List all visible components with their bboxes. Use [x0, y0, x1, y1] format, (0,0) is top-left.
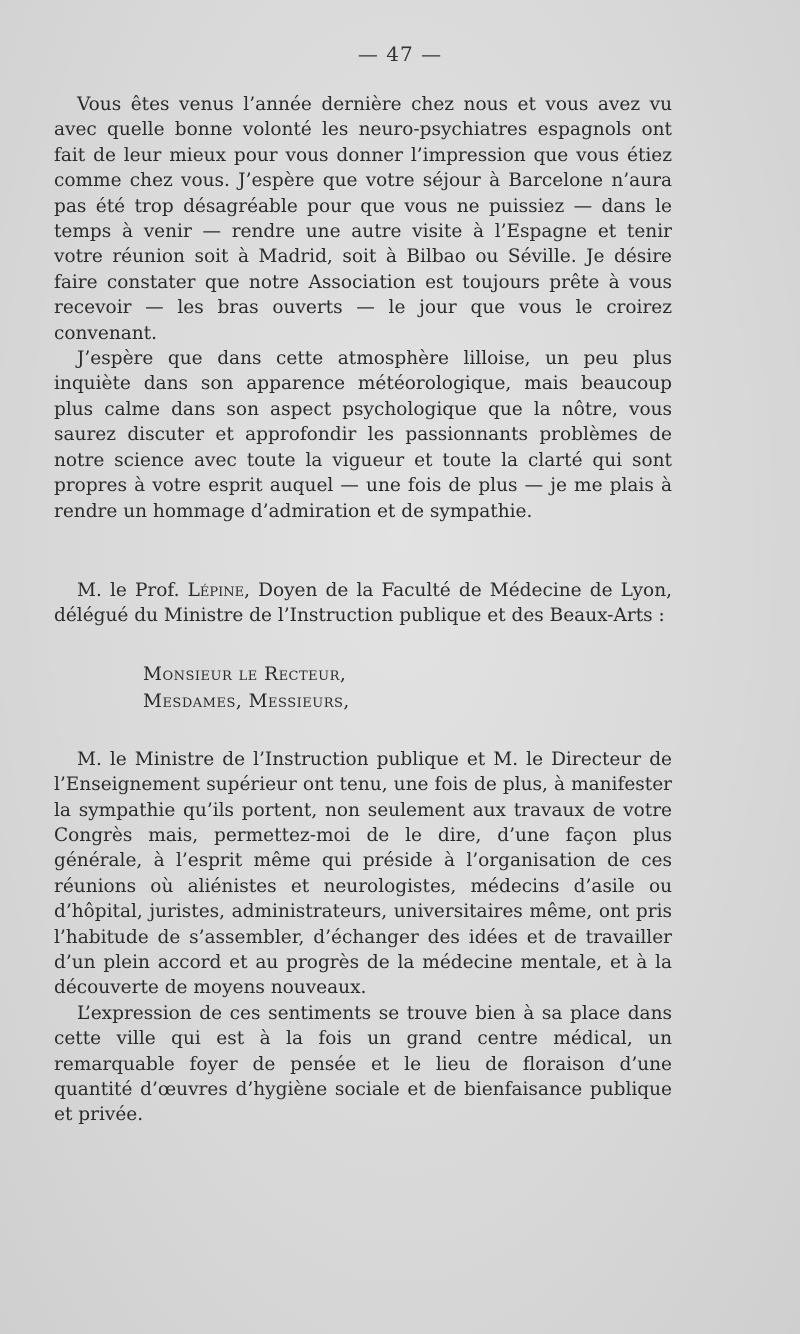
page-number: — 47 —: [357, 42, 443, 66]
page-body: [54, 92, 672, 1128]
paragraph-lille-atmosphere: J’espère que dans cette atmosphère lilloise, un peu plus inquiète dans son apparence météorologique, mais beaucoup plus calme dans son aspect psychologique que la nôtre, vous saurez discuter et approfondir les passionnants problèmes de notre science avec toute la vigueur et toute la clarté qui sont propres à votre esprit auquel — une fois de plus — je me plais à rendre un hommage d’admiration et de sympathie.: [54, 348, 672, 522]
paragraph-spanish-address: Vous êtes venus l’année dernière chez nous et vous avez vu avec quelle bonne volonté les neuro-psychiatres espagnols ont fait de leur mieux pour vous donner l’impression que vous étiez comme chez vous. J’espère que votre séjour à Barcelone n’aura pas été trop désagréable pour que vous ne puissiez — dans le temps à venir — rendre une autre visite à l’Espagne et tenir votre réunion soit à Madrid, soit à Bilbao ou Séville. Je désire faire constater que notre Association est toujours prête à vous recevoir — les bras ouverts — le jour que vous le croirez convenant.: [54, 94, 672, 344]
spacer: [54, 629, 672, 661]
speaker-introduction: [54, 578, 672, 629]
speaker-title: , Doyen de la Faculté de Médecine de Lyon, délégué du Ministre de l’Instruction publique et des Beaux-Arts :: [54, 579, 672, 627]
salutation-line-1: Monsieur le Recteur,: [143, 663, 347, 685]
speaker-name: Lépine: [187, 579, 245, 601]
spacer: [54, 524, 672, 578]
paragraph-city-expression: L’expression de ces sentiments se trouve bien à sa place dans cette ville qui est à la fois un grand centre médical, un remarquable foyer de pensée et le lieu de floraison d’une quantité d’œuvres d’hygiène sociale et de bienfaisance publique et privée.: [54, 1002, 672, 1126]
speaker-intro: M. le Prof.: [77, 579, 188, 601]
salutation-line-2: Mesdames, Messieurs,: [143, 690, 350, 712]
paragraph-ministry-sympathy: M. le Ministre de l’Instruction publique et M. le Directeur de l’Enseignement supérieur ont tenu, une fois de plus, à manifester la sympathie qu’ils portent, non seulement aux travaux de votre Congrès mais, permettez-moi de le dire, d’une façon plus générale, à l’esprit même qui préside à l’organisation de ces réunions où aliénistes et neurologistes, médecins d’asile ou d’hôpital, juristes, administrateurs, universitaires même, ont pris l’habitude de s’assembler, d’échanger des idées et de travailler d’un plein accord et au progrès de la médecine mentale, et à la découverte de moyens nouveaux.: [54, 748, 672, 999]
spacer: [54, 715, 672, 747]
